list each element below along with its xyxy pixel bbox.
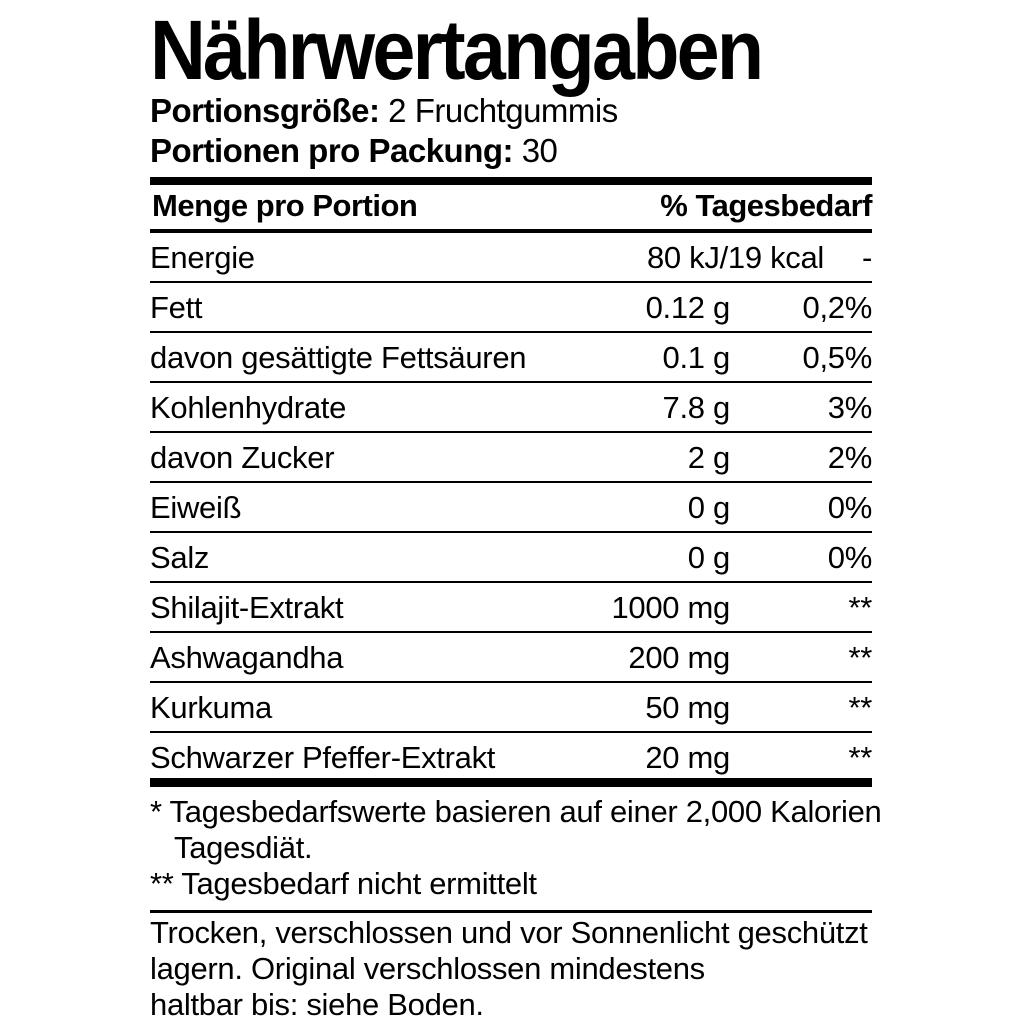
footer-divider xyxy=(150,910,872,913)
nutrient-name: Salz xyxy=(150,540,210,575)
table-row xyxy=(150,433,872,483)
nutrient-name: Schwarzer Pfeffer-Extrakt xyxy=(150,740,496,775)
table-row xyxy=(150,533,872,583)
nutrient-name: Fett xyxy=(150,290,203,325)
nutrient-amount: 7.8 g xyxy=(662,390,730,425)
table-header xyxy=(150,184,872,228)
nutrient-daily-value: ** xyxy=(848,640,872,675)
nutrient-name: davon gesättigte Fettsäuren xyxy=(150,340,527,375)
nutrient-daily-value: ** xyxy=(848,690,872,725)
table-row xyxy=(150,233,872,283)
servings-per-package-label: Portionen pro Packung: xyxy=(150,132,514,169)
table-row xyxy=(150,633,872,683)
table-row xyxy=(150,583,872,633)
nutrition-label xyxy=(150,0,882,1024)
nutrient-daily-value: - xyxy=(861,240,872,275)
nutrient-amount: 200 mg xyxy=(628,640,730,675)
storage-line: Trocken, verschlossen und vor Sonnenlicht geschützt xyxy=(150,915,868,950)
nutrient-name: Eiweiß xyxy=(150,490,242,525)
nutrient-daily-value: 2% xyxy=(827,440,872,475)
table-row xyxy=(150,683,872,733)
nutrient-name: Ashwagandha xyxy=(150,640,344,675)
header-daily-value: % Tagesbedarf xyxy=(660,188,872,223)
table-row xyxy=(150,483,872,533)
footnote-daily-values: * Tagesbedarfswerte basieren auf einer 2,000 Kalorien xyxy=(150,794,882,829)
nutrient-daily-value: 0,5% xyxy=(802,340,872,375)
nutrient-daily-value: ** xyxy=(848,740,872,775)
servings-per-package xyxy=(150,132,557,170)
serving-size-value: 2 Fruchtgummis xyxy=(388,92,618,129)
serving-size-label: Portionsgröße: xyxy=(150,92,380,129)
label-title: Nährwertangaben xyxy=(150,3,762,97)
nutrient-amount: 20 mg xyxy=(645,740,730,775)
footnote-not-established: ** Tagesbedarf nicht ermittelt xyxy=(150,866,537,901)
nutrient-daily-value: 0% xyxy=(827,490,872,525)
nutrient-daily-value: 0% xyxy=(827,540,872,575)
table-row xyxy=(150,733,872,783)
table-row xyxy=(150,383,872,433)
nutrient-name: Shilajit-Extrakt xyxy=(150,590,344,625)
nutrient-amount: 0 g xyxy=(687,490,730,525)
nutrient-amount: 1000 mg xyxy=(611,590,730,625)
nutrient-amount: 50 mg xyxy=(645,690,730,725)
nutrient-amount: 0.1 g xyxy=(662,340,730,375)
nutrient-amount: 0.12 g xyxy=(645,290,730,325)
storage-line: lagern. Original verschlossen mindestens xyxy=(150,951,705,986)
serving-size xyxy=(150,92,618,130)
nutrient-name: Kurkuma xyxy=(150,690,272,725)
nutrient-amount: 0 g xyxy=(687,540,730,575)
nutrient-amount: 80 kJ/19 kcal xyxy=(646,240,824,275)
nutrient-daily-value: ** xyxy=(848,590,872,625)
footnote-daily-values-cont: Tagesdiät. xyxy=(174,830,313,865)
nutrient-table xyxy=(150,233,872,783)
nutrient-amount: 2 g xyxy=(687,440,730,475)
nutrient-name: Kohlenhydrate xyxy=(150,390,347,425)
table-row xyxy=(150,283,872,333)
thick-divider-bottom xyxy=(150,778,872,787)
storage-line: haltbar bis: siehe Boden. xyxy=(150,987,484,1022)
nutrient-daily-value: 3% xyxy=(827,390,872,425)
servings-per-package-value: 30 xyxy=(521,132,558,169)
header-amount-per-serving: Menge pro Portion xyxy=(152,188,418,223)
nutrient-daily-value: 0,2% xyxy=(802,290,872,325)
table-row xyxy=(150,333,872,383)
nutrient-name: davon Zucker xyxy=(150,440,335,475)
storage-instructions xyxy=(150,915,872,1023)
nutrient-name: Energie xyxy=(150,240,255,275)
